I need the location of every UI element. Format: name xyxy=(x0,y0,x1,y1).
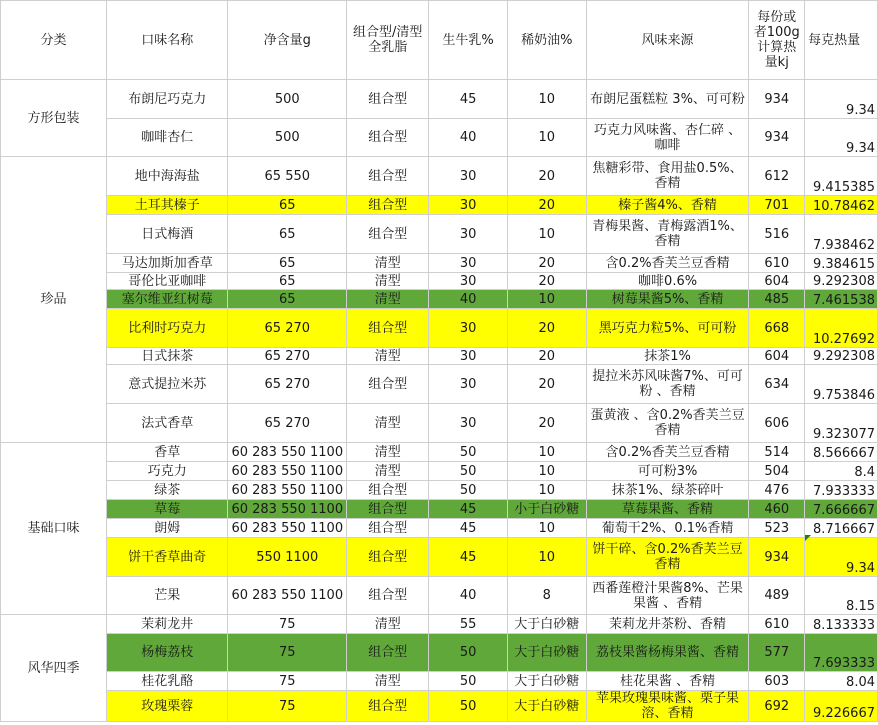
cream-cell: 10 xyxy=(507,80,586,119)
net-weight-cell: 65 xyxy=(228,290,347,309)
table-row xyxy=(1,519,878,538)
type-cell: 清型 xyxy=(347,462,429,481)
header-flavor-source: 风味来源 xyxy=(586,1,749,80)
header-row xyxy=(1,1,878,80)
raw-milk-cell: 30 xyxy=(429,348,508,365)
table-row xyxy=(1,157,878,196)
table-row xyxy=(1,462,878,481)
flavor-name-cell: 哥伦比亚咖啡 xyxy=(106,273,227,290)
flavor-source-cell: 桂花果酱 、香精 xyxy=(586,672,749,691)
net-weight-cell: 60 283 550 1100 xyxy=(228,481,347,500)
table-row xyxy=(1,80,878,119)
type-cell: 组合型 xyxy=(347,634,429,672)
flavor-source-cell: 青梅果酱、青梅露酒1%、香精 xyxy=(586,215,749,254)
header-type: 组合型/清型全乳脂 xyxy=(347,1,429,80)
energy-per-gram-cell: 7.933333 xyxy=(805,481,878,500)
flavor-source-cell: 咖啡0.6% xyxy=(586,273,749,290)
flavor-source-cell: 茉莉龙井茶粉、香精 xyxy=(586,615,749,634)
energy-per-gram-cell: 9.34 xyxy=(805,538,878,577)
cream-cell: 大于白砂糖 xyxy=(507,615,586,634)
net-weight-cell: 75 xyxy=(228,672,347,691)
flavor-name-cell: 朗姆 xyxy=(106,519,227,538)
flavor-name-cell: 法式香草 xyxy=(106,404,227,443)
cream-cell: 20 xyxy=(507,309,586,348)
energy-kj-cell: 934 xyxy=(749,119,805,157)
raw-milk-cell: 40 xyxy=(429,577,508,615)
energy-per-gram-cell: 9.384615 xyxy=(805,254,878,273)
energy-per-gram-cell: 9.323077 xyxy=(805,404,878,443)
table-row xyxy=(1,119,878,157)
raw-milk-cell: 30 xyxy=(429,215,508,254)
energy-per-gram-cell: 7.461538 xyxy=(805,290,878,309)
flavor-source-cell: 抹茶1%、绿茶碎叶 xyxy=(586,481,749,500)
type-cell: 组合型 xyxy=(347,119,429,157)
raw-milk-cell: 45 xyxy=(429,538,508,577)
cream-cell: 10 xyxy=(507,443,586,462)
net-weight-cell: 65 xyxy=(228,196,347,215)
flavor-name-cell: 布朗尼巧克力 xyxy=(106,80,227,119)
table-body xyxy=(1,1,878,722)
energy-per-gram-cell: 8.133333 xyxy=(805,615,878,634)
energy-kj-cell: 476 xyxy=(749,481,805,500)
type-cell: 组合型 xyxy=(347,481,429,500)
cream-cell: 10 xyxy=(507,290,586,309)
cream-cell: 20 xyxy=(507,157,586,196)
net-weight-cell: 60 283 550 1100 xyxy=(228,443,347,462)
flavor-source-cell: 布朗尼蛋糕粒 3%、可可粉 xyxy=(586,80,749,119)
net-weight-cell: 60 283 550 1100 xyxy=(228,500,347,519)
table-row xyxy=(1,273,878,290)
flavor-source-cell: 葡萄干2%、0.1%香精 xyxy=(586,519,749,538)
header-energy-per-gram: 每克热量 xyxy=(805,1,878,80)
raw-milk-cell: 40 xyxy=(429,290,508,309)
header-category: 分类 xyxy=(1,1,107,80)
raw-milk-cell: 45 xyxy=(429,519,508,538)
table-row xyxy=(1,404,878,443)
category-cell: 珍品 xyxy=(1,157,107,443)
type-cell: 清型 xyxy=(347,254,429,273)
cream-cell: 大于白砂糖 xyxy=(507,672,586,691)
energy-kj-cell: 634 xyxy=(749,365,805,404)
type-cell: 清型 xyxy=(347,615,429,634)
flavor-name-cell: 马达加斯加香草 xyxy=(106,254,227,273)
type-cell: 清型 xyxy=(347,672,429,691)
energy-kj-cell: 610 xyxy=(749,254,805,273)
energy-kj-cell: 489 xyxy=(749,577,805,615)
table-row xyxy=(1,615,878,634)
category-cell: 基础口味 xyxy=(1,443,107,615)
raw-milk-cell: 30 xyxy=(429,196,508,215)
type-cell: 清型 xyxy=(347,290,429,309)
type-cell: 清型 xyxy=(347,404,429,443)
table-row xyxy=(1,196,878,215)
table-row xyxy=(1,215,878,254)
cream-cell: 20 xyxy=(507,404,586,443)
flavor-source-cell: 荔枝果酱杨梅果酱、香精 xyxy=(586,634,749,672)
cream-cell: 20 xyxy=(507,254,586,273)
raw-milk-cell: 45 xyxy=(429,80,508,119)
cream-cell: 20 xyxy=(507,273,586,290)
table-row xyxy=(1,691,878,722)
type-cell: 组合型 xyxy=(347,365,429,404)
net-weight-cell: 65 xyxy=(228,215,347,254)
raw-milk-cell: 50 xyxy=(429,634,508,672)
energy-kj-cell: 612 xyxy=(749,157,805,196)
flavor-name-cell: 日式梅酒 xyxy=(106,215,227,254)
flavor-name-cell: 咖啡杏仁 xyxy=(106,119,227,157)
flavor-name-cell: 地中海海盐 xyxy=(106,157,227,196)
type-cell: 清型 xyxy=(347,348,429,365)
table-row xyxy=(1,634,878,672)
table-row xyxy=(1,672,878,691)
net-weight-cell: 65 270 xyxy=(228,365,347,404)
energy-per-gram-cell: 9.415385 xyxy=(805,157,878,196)
net-weight-cell: 60 283 550 1100 xyxy=(228,462,347,481)
net-weight-cell: 65 550 xyxy=(228,157,347,196)
flavor-name-cell: 玫瑰栗蓉 xyxy=(106,691,227,722)
raw-milk-cell: 50 xyxy=(429,672,508,691)
raw-milk-cell: 30 xyxy=(429,157,508,196)
type-cell: 组合型 xyxy=(347,538,429,577)
energy-kj-cell: 603 xyxy=(749,672,805,691)
table-row xyxy=(1,254,878,273)
raw-milk-cell: 45 xyxy=(429,500,508,519)
energy-kj-cell: 604 xyxy=(749,273,805,290)
type-cell: 清型 xyxy=(347,443,429,462)
flavor-source-cell: 西番莲橙汁果酱8%、芒果果酱 、香精 xyxy=(586,577,749,615)
category-cell: 方形包装 xyxy=(1,80,107,157)
type-cell: 组合型 xyxy=(347,691,429,722)
energy-per-gram-cell: 9.34 xyxy=(805,119,878,157)
energy-kj-cell: 485 xyxy=(749,290,805,309)
raw-milk-cell: 55 xyxy=(429,615,508,634)
cream-cell: 20 xyxy=(507,348,586,365)
net-weight-cell: 65 xyxy=(228,273,347,290)
energy-per-gram-cell: 8.716667 xyxy=(805,519,878,538)
header-energy-kj: 每份或者100g计算热量kj xyxy=(749,1,805,80)
cream-cell: 10 xyxy=(507,538,586,577)
flavor-source-cell: 提拉米苏风味酱7%、可可粉 、香精 xyxy=(586,365,749,404)
raw-milk-cell: 50 xyxy=(429,443,508,462)
energy-kj-cell: 523 xyxy=(749,519,805,538)
energy-per-gram-cell: 9.34 xyxy=(805,80,878,119)
table-row xyxy=(1,290,878,309)
flavor-name-cell: 塞尔维亚红树莓 xyxy=(106,290,227,309)
header-net-weight: 净含量g xyxy=(228,1,347,80)
energy-kj-cell: 516 xyxy=(749,215,805,254)
type-cell: 组合型 xyxy=(347,196,429,215)
table-row xyxy=(1,577,878,615)
flavor-source-cell: 抹茶1% xyxy=(586,348,749,365)
energy-kj-cell: 668 xyxy=(749,309,805,348)
type-cell: 组合型 xyxy=(347,309,429,348)
cream-cell: 10 xyxy=(507,215,586,254)
table-row xyxy=(1,481,878,500)
flavor-source-cell: 苹果玫瑰果味酱、栗子果溶、香精 xyxy=(586,691,749,722)
flavor-name-cell: 芒果 xyxy=(106,577,227,615)
flavor-name-cell: 比利时巧克力 xyxy=(106,309,227,348)
table-row xyxy=(1,500,878,519)
cream-cell: 大于白砂糖 xyxy=(507,634,586,672)
energy-kj-cell: 514 xyxy=(749,443,805,462)
type-cell: 清型 xyxy=(347,273,429,290)
flavor-source-cell: 含0.2%香芙兰豆香精 xyxy=(586,254,749,273)
cream-cell: 20 xyxy=(507,196,586,215)
flavor-name-cell: 绿茶 xyxy=(106,481,227,500)
raw-milk-cell: 30 xyxy=(429,309,508,348)
flavor-source-cell: 树莓果酱5%、香精 xyxy=(586,290,749,309)
raw-milk-cell: 30 xyxy=(429,404,508,443)
net-weight-cell: 75 xyxy=(228,634,347,672)
raw-milk-cell: 30 xyxy=(429,254,508,273)
net-weight-cell: 60 283 550 1100 xyxy=(228,519,347,538)
energy-kj-cell: 934 xyxy=(749,80,805,119)
net-weight-cell: 65 270 xyxy=(228,348,347,365)
energy-kj-cell: 460 xyxy=(749,500,805,519)
flavor-name-cell: 日式抹茶 xyxy=(106,348,227,365)
cream-cell: 10 xyxy=(507,519,586,538)
cell-comment-marker xyxy=(805,535,811,541)
energy-kj-cell: 701 xyxy=(749,196,805,215)
net-weight-cell: 75 xyxy=(228,615,347,634)
flavor-name-cell: 草莓 xyxy=(106,500,227,519)
energy-per-gram-cell: 9.292308 xyxy=(805,348,878,365)
energy-kj-cell: 934 xyxy=(749,538,805,577)
flavor-name-cell: 巧克力 xyxy=(106,462,227,481)
flavor-name-cell: 桂花乳酪 xyxy=(106,672,227,691)
table-row xyxy=(1,443,878,462)
table-row xyxy=(1,538,878,577)
type-cell: 组合型 xyxy=(347,157,429,196)
cream-cell: 大于白砂糖 xyxy=(507,691,586,722)
flavor-source-cell: 榛子酱4%、香精 xyxy=(586,196,749,215)
flavor-source-cell: 饼干碎、含0.2%香芙兰豆香精 xyxy=(586,538,749,577)
header-cream: 稀奶油% xyxy=(507,1,586,80)
cream-cell: 20 xyxy=(507,365,586,404)
raw-milk-cell: 50 xyxy=(429,691,508,722)
type-cell: 组合型 xyxy=(347,80,429,119)
net-weight-cell: 65 270 xyxy=(228,309,347,348)
flavor-source-cell: 黑巧克力粒5%、可可粉 xyxy=(586,309,749,348)
type-cell: 组合型 xyxy=(347,519,429,538)
flavor-name-cell: 饼干香草曲奇 xyxy=(106,538,227,577)
flavor-name-cell: 土耳其榛子 xyxy=(106,196,227,215)
flavor-source-cell: 含0.2%香芙兰豆香精 xyxy=(586,443,749,462)
flavor-name-cell: 意式提拉米苏 xyxy=(106,365,227,404)
raw-milk-cell: 30 xyxy=(429,273,508,290)
net-weight-cell: 75 xyxy=(228,691,347,722)
energy-per-gram-cell: 8.4 xyxy=(805,462,878,481)
net-weight-cell: 65 xyxy=(228,254,347,273)
flavor-source-cell: 焦糖彩带、食用盐0.5%、香精 xyxy=(586,157,749,196)
net-weight-cell: 500 xyxy=(228,80,347,119)
raw-milk-cell: 50 xyxy=(429,481,508,500)
flavor-source-cell: 草莓果酱、香精 xyxy=(586,500,749,519)
net-weight-cell: 550 1100 xyxy=(228,538,347,577)
energy-per-gram-cell: 10.78462 xyxy=(805,196,878,215)
energy-per-gram-cell: 10.27692 xyxy=(805,309,878,348)
energy-per-gram-cell: 8.04 xyxy=(805,672,878,691)
flavor-source-cell: 可可粉3% xyxy=(586,462,749,481)
energy-kj-cell: 604 xyxy=(749,348,805,365)
cream-cell: 小于白砂糖 xyxy=(507,500,586,519)
flavor-name-cell: 杨梅荔枝 xyxy=(106,634,227,672)
energy-kj-cell: 692 xyxy=(749,691,805,722)
net-weight-cell: 60 283 550 1100 xyxy=(228,577,347,615)
flavor-name-cell: 香草 xyxy=(106,443,227,462)
energy-per-gram-cell: 7.938462 xyxy=(805,215,878,254)
net-weight-cell: 500 xyxy=(228,119,347,157)
category-cell: 风华四季 xyxy=(1,615,107,722)
table-row xyxy=(1,348,878,365)
table-row xyxy=(1,309,878,348)
energy-per-gram-cell: 8.15 xyxy=(805,577,878,615)
type-cell: 组合型 xyxy=(347,500,429,519)
flavor-source-cell: 巧克力风味酱、杏仁碎 、咖啡 xyxy=(586,119,749,157)
flavor-name-cell: 茉莉龙井 xyxy=(106,615,227,634)
energy-per-gram-cell: 7.693333 xyxy=(805,634,878,672)
raw-milk-cell: 50 xyxy=(429,462,508,481)
header-flavor-name: 口味名称 xyxy=(106,1,227,80)
type-cell: 组合型 xyxy=(347,215,429,254)
cream-cell: 10 xyxy=(507,481,586,500)
flavor-source-cell: 蛋黄液 、含0.2%香芙兰豆香精 xyxy=(586,404,749,443)
cream-cell: 10 xyxy=(507,119,586,157)
energy-per-gram-cell: 8.566667 xyxy=(805,443,878,462)
cream-cell: 8 xyxy=(507,577,586,615)
energy-kj-cell: 577 xyxy=(749,634,805,672)
energy-kj-cell: 610 xyxy=(749,615,805,634)
cream-cell: 10 xyxy=(507,462,586,481)
energy-per-gram-cell: 9.226667 xyxy=(805,691,878,722)
net-weight-cell: 65 270 xyxy=(228,404,347,443)
table-row xyxy=(1,365,878,404)
type-cell: 组合型 xyxy=(347,577,429,615)
energy-kj-cell: 606 xyxy=(749,404,805,443)
energy-kj-cell: 504 xyxy=(749,462,805,481)
energy-per-gram-cell: 7.666667 xyxy=(805,500,878,519)
energy-per-gram-cell: 9.753846 xyxy=(805,365,878,404)
energy-per-gram-cell: 9.292308 xyxy=(805,273,878,290)
raw-milk-cell: 30 xyxy=(429,365,508,404)
raw-milk-cell: 40 xyxy=(429,119,508,157)
header-raw-milk: 生牛乳% xyxy=(429,1,508,80)
